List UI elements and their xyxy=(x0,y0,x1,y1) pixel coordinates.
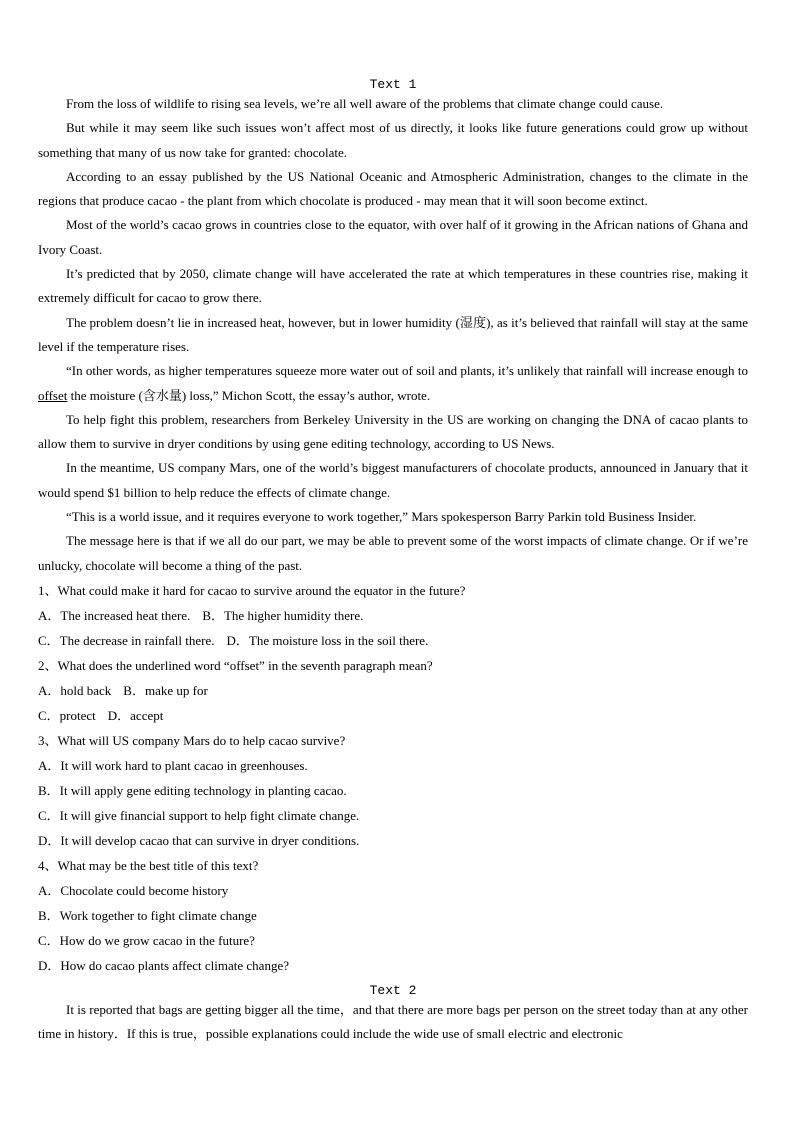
paragraph: According to an essay published by the US National Oceanic and Atmospheric Administration, changes to the climate in the regions that produce cacao - the plant from which chocolate is produced - may mean that it will soon become extinct. xyxy=(38,168,748,209)
answer-option: C．It will give financial support to help fight climate change. xyxy=(38,807,360,823)
answer-option: D．accept xyxy=(107,707,164,723)
answer-option: A．hold back xyxy=(38,682,112,698)
answer-option: B．Work together to fight climate change xyxy=(38,907,257,923)
paragraph: It’s predicted that by 2050, climate change will have accelerated the rate at which temperatures in these countries rise, making it extremely difficult for cacao to grow there. xyxy=(38,266,748,306)
answer-option: B．make up for xyxy=(123,682,208,698)
option-row xyxy=(38,903,748,928)
question-stem: 4、What may be the best title of this text? xyxy=(38,857,259,873)
paragraph-7 xyxy=(38,359,748,408)
option-row xyxy=(38,953,748,978)
answer-option: C．How do we grow cacao in the future? xyxy=(38,932,255,948)
paragraph: Most of the world’s cacao grows in countries close to the equator, with over half of it growing in the African nations of Ghana and Ivory Coast. xyxy=(38,217,748,257)
text1-body xyxy=(38,92,748,578)
question-stem: 3、What will US company Mars do to help cacao survive? xyxy=(38,732,346,748)
option-row xyxy=(38,778,748,803)
answer-option: D．The moisture loss in the soil there. xyxy=(226,632,429,648)
answer-option: A．Chocolate could become history xyxy=(38,882,229,898)
paragraph: The problem doesn’t lie in increased heat, however, but in lower humidity (湿度), as it’s believed that rainfall will stay at the same level if the temperature rises. xyxy=(38,314,748,354)
answer-option: B．The higher humidity there. xyxy=(202,607,364,623)
paragraph: In the meantime, US company Mars, one of the world’s biggest manufacturers of chocolate products, announced in January that it would spend $1 billion to help reduce the effects of climate change. xyxy=(38,460,748,500)
text2-title: Text 2 xyxy=(369,982,417,998)
paragraph: But while it may seem like such issues won’t affect most of us directly, it looks like future generations could grow up without something that many of us now take for granted: chocolate. xyxy=(38,120,748,160)
answer-option: D．It will develop cacao that can survive in dryer conditions. xyxy=(38,832,360,848)
option-row xyxy=(38,628,748,653)
option-row xyxy=(38,878,748,903)
underlined-word: offset xyxy=(38,387,68,403)
option-row xyxy=(38,703,748,728)
paragraph: To help fight this problem, researchers from Berkeley University in the US are working on changing the DNA of cacao plants to allow them to survive in dryer conditions by using gene editing technology, according to US News. xyxy=(38,411,748,452)
option-row xyxy=(38,753,748,778)
option-row xyxy=(38,803,748,828)
answer-option: A．It will work hard to plant cacao in greenhouses. xyxy=(38,757,308,773)
option-row xyxy=(38,603,748,628)
text1-title: Text 1 xyxy=(369,77,417,92)
document-page xyxy=(38,76,748,1047)
answer-option: C．The decrease in rainfall there. xyxy=(38,632,215,648)
option-row xyxy=(38,828,748,853)
question-stem: 1、What could make it hard for cacao to survive around the equator in the future? xyxy=(38,582,466,598)
answer-option: D．How do cacao plants affect climate change? xyxy=(38,957,289,973)
paragraph: It is reported that bags are getting bigger all the time，and that there are more bags per person on the street today than at any other time in history．If this is true，possible explanations could include the wide use of small electric and electronic xyxy=(38,1001,748,1042)
answer-option: A．The increased heat there. xyxy=(38,607,191,623)
question-stem: 2、What does the underlined word “offset” in the seventh paragraph mean? xyxy=(38,657,433,673)
paragraph: From the loss of wildlife to rising sea levels, we’re all well aware of the problems that climate change could cause. xyxy=(66,96,664,111)
paragraph: “This is a world issue, and it requires everyone to work together,” Mars spokesperson Barry Parkin told Business Insider. xyxy=(66,509,697,525)
answer-option: B．It will apply gene editing technology in planting cacao. xyxy=(38,782,347,798)
questions xyxy=(38,578,748,978)
option-row xyxy=(38,928,748,953)
text: the moisture (含水量) loss,” Michon Scott, the essay’s author, wrote. xyxy=(67,387,431,403)
text: “In other words, as higher temperatures squeeze more water out of soil and plants, it’s unlikely that rainfall will increase enough to xyxy=(66,363,748,379)
answer-option: C．protect xyxy=(38,707,96,723)
paragraph: The message here is that if we all do our part, we may be able to prevent some of the worst impacts of climate change. Or if we’re unlucky, chocolate will become a thing of the past. xyxy=(38,533,748,573)
option-row xyxy=(38,678,748,703)
